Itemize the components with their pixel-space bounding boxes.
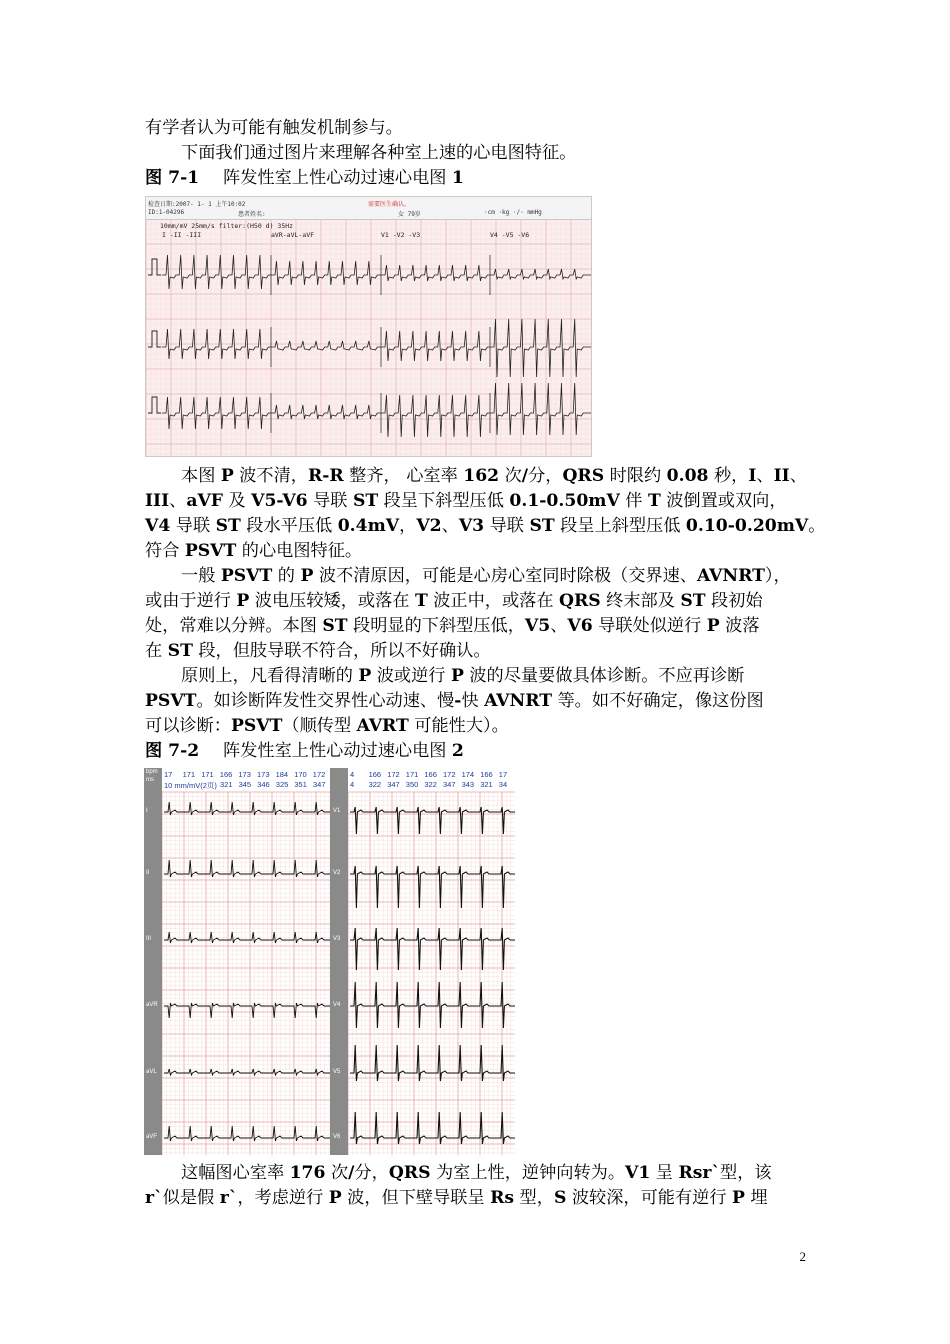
figure-title-index: 1 [451, 168, 464, 188]
interval-value: 170 [294, 770, 307, 779]
ecg-header [146, 197, 591, 220]
patient-id: ID:1-04296 [148, 209, 185, 216]
lead-label: aVF [146, 1134, 158, 1140]
interval-value: 346 [257, 780, 270, 789]
paragraph-line: 本图 P 波不清，R-R 整齐， 心室率 162 次/分，QRS 时限约 0.08 秒，I、II、 [181, 466, 807, 486]
interval-value: 321 [480, 780, 493, 789]
interval-value: 351 [294, 780, 307, 789]
paragraph-line: 可以诊断：PSVT（顺传型 AVRT 可能性大）。 [145, 716, 509, 736]
paragraph-line: V4 导联 ST 段水平压低 0.4mV，V2、V3 导联 ST 段呈上斜型压低 0.10-0.20mV。 [145, 516, 826, 536]
interval-value: 4 [350, 780, 355, 789]
paragraph-line: 这幅图心室率 176 次/分，QRS 为室上性，逆钟向转为。V1 呈 Rsr`型，该 [181, 1163, 772, 1183]
lead-label: V2 [333, 870, 341, 876]
paragraph-line: 下面我们通过图片来理解各种室上速的心电图特征。 [181, 143, 577, 163]
paragraph-line: 符合 PSVT 的心电图特征。 [145, 541, 363, 561]
lead-group-label: V4 -V5 -V6 [490, 231, 530, 239]
lead-label: V6 [333, 1134, 341, 1140]
paragraph-line: PSVT。如诊断阵发性交界性心动速、慢-快 AVNRT 等。如不好确定，像这份图 [145, 691, 764, 711]
ecg-figure-1 [145, 196, 592, 457]
interval-value: 166 [368, 770, 382, 779]
lead-group-label: I -II -III [162, 231, 202, 239]
figure-title-index: 2 [451, 741, 464, 761]
exam-date: 检查日期:2007- 1- 1 上午10:02 [148, 201, 246, 208]
figure-title: 阵发性室上性心动过速心电图 [223, 168, 452, 188]
side-label: bpm [146, 769, 158, 775]
lead-label: V5 [333, 1069, 341, 1075]
paragraph-line: 一般 PSVT 的 P 波不清原因，可能是心房心室同时除极（交界速、AVNRT）， [181, 566, 791, 586]
interval-value: 171 [182, 770, 196, 779]
lead-label: III [146, 936, 152, 942]
ecg-settings: 10mm/mV 25mm/s filter:(H50 d) 35Hz [160, 222, 294, 230]
interval-value: 172 [312, 770, 326, 779]
interval-value: 171 [405, 770, 419, 779]
lead-label: I [146, 808, 148, 814]
lead-label: II [146, 870, 150, 876]
lead-label: V3 [333, 936, 341, 942]
confirm-notice: 需要医生确认。 [368, 201, 411, 208]
middle-side-bar [330, 768, 348, 1155]
paragraph-line: 在 ST 段，但肢导联不符合，所以不好确认。 [145, 641, 491, 661]
interval-value: 17 [164, 770, 173, 779]
interval-value: 166 [480, 770, 493, 779]
interval-value: 325 [275, 780, 289, 789]
interval-value: 347 [443, 780, 456, 789]
left-side-bar [144, 768, 162, 1155]
interval-value: 10 mm/mV(2页) [164, 781, 217, 790]
interval-value: 166 [219, 770, 233, 779]
paragraph-line: III、aVF 及 V5-V6 导联 ST 段呈下斜型压低 0.1-0.50mV 伴 T 波倒置或双向， [145, 491, 787, 511]
paragraph-line: 原则上，凡看得清晰的 P 波或逆行 P 波的尽量要做具体诊断。不应再诊断 [181, 666, 745, 686]
figure-number: 图 7-2 [145, 741, 200, 761]
interval-value: 4 [350, 770, 355, 779]
interval-value: 34 [498, 780, 508, 789]
lead-label: V4 [333, 1002, 341, 1008]
figure-title: 阵发性室上性心动过速心电图 [223, 741, 452, 761]
interval-value: 321 [220, 780, 233, 789]
lead-label: aVR [146, 1002, 158, 1008]
figure-caption-7-1 [145, 166, 464, 190]
paragraph-line: 有学者认为可能有触发机制参与。 [145, 118, 403, 138]
units: ·cm ·kg ·/· mmHg [484, 209, 542, 216]
paragraph-line: 或由于逆行 P 波电压较矮，或落在 T 波正中，或落在 QRS 终末部及 ST 段初始 [145, 591, 763, 611]
figure-caption-7-2 [145, 739, 464, 763]
lead-group-label: V1 -V2 -V3 [381, 231, 421, 239]
paragraph-line: r`似是假 r`，考虑逆行 P 波，但下壁导联呈 Rs 型，S 波较深，可能有逆行 P 埋 [145, 1188, 768, 1208]
interval-value: 350 [405, 780, 419, 789]
interval-value: 347 [387, 780, 400, 789]
interval-value: 171 [201, 770, 214, 779]
sex-age: 女 79岁 [398, 211, 421, 218]
side-label: ms [146, 777, 154, 783]
interval-value: 166 [424, 770, 437, 779]
interval-value: 172 [387, 770, 400, 779]
ecg-figure-2 [144, 768, 515, 1155]
interval-value: 173 [257, 770, 270, 779]
interval-value: 322 [424, 780, 437, 789]
figure-number: 图 7-1 [145, 168, 200, 188]
interval-value: 17 [498, 770, 508, 779]
interval-value: 174 [461, 770, 475, 779]
lead-group-label: aVR-aVL-aVF [271, 231, 315, 239]
interval-value: 173 [238, 770, 251, 779]
lead-label: aVL [146, 1069, 157, 1075]
patient-name-label: 患者姓名: [238, 211, 266, 218]
paragraph-line: 处，常难以分辨。本图 ST 段明显的下斜型压低，V5、V6 导联处似逆行 P 波落 [145, 616, 760, 636]
interval-value: 343 [461, 780, 475, 789]
interval-value: 322 [368, 780, 382, 789]
interval-value: 347 [313, 780, 326, 789]
page-number: 2 [799, 1249, 806, 1264]
interval-value: 184 [275, 770, 289, 779]
interval-value: 345 [238, 780, 252, 789]
interval-value: 172 [443, 770, 456, 779]
lead-label: V1 [333, 808, 341, 814]
